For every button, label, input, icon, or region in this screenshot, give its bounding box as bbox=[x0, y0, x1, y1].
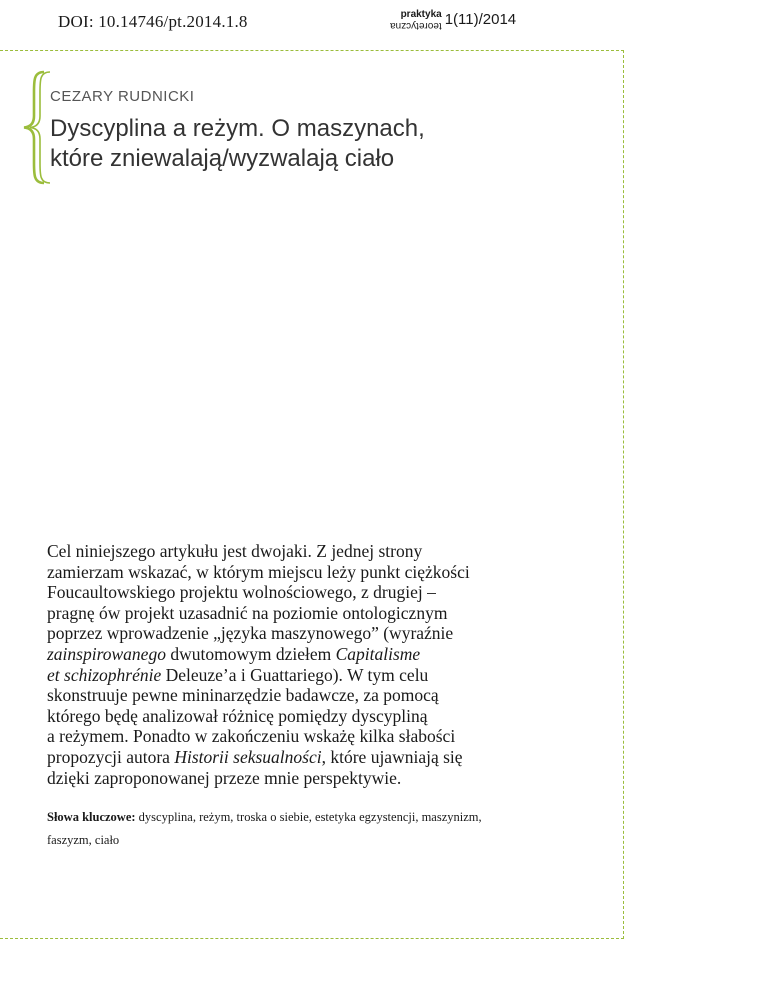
keywords-label: Słowa kluczowe: bbox=[47, 810, 136, 824]
abstract-line: Cel niniejszego artykułu jest dwojaki. Z jednej strony bbox=[47, 541, 423, 561]
journal-header bbox=[390, 10, 516, 30]
italic-text: Capitalisme bbox=[335, 643, 421, 664]
abstract-line: zamierzam wskazać, w którym miejscu leży punkt ciężkości bbox=[47, 561, 470, 582]
journal-logo-bottom: teoretyczna bbox=[390, 20, 442, 31]
abstract-line: Foucaultowskiego projektu wolnościowego, z drugiej – bbox=[47, 582, 436, 603]
italic-text: et schizophrénie bbox=[47, 664, 162, 685]
abstract-line: poprzez wprowadzenie „języka maszynowego” (wyraźnie bbox=[47, 623, 454, 644]
abstract bbox=[47, 541, 547, 788]
author-name: CEZARY RUDNICKI bbox=[50, 88, 195, 105]
journal-issue: 1(11)/2014 bbox=[444, 11, 517, 28]
abstract-line: pragnę ów projekt uzasadnić na poziomie ontologicznym bbox=[47, 602, 448, 623]
abstract-text: Deleuze’a i Guattariego). W tym celu bbox=[161, 664, 429, 685]
keywords-line-1: dyscyplina, reżym, troska o siebie, estetyka egzystencji, maszynizm, bbox=[135, 810, 482, 824]
abstract-line: którego będę analizował różnicę pomiędzy dyscypliną bbox=[47, 705, 428, 726]
keywords bbox=[47, 806, 547, 852]
abstract-line bbox=[47, 665, 547, 686]
abstract-line: a reżymem. Ponadto w zakończeniu wskażę kilka słabości bbox=[47, 726, 456, 747]
abstract-text: dwutomowym dziełem bbox=[165, 643, 336, 664]
italic-text: zainspirowanego bbox=[47, 643, 166, 664]
abstract-line bbox=[47, 644, 547, 665]
keywords-line-2: faszyzm, ciało bbox=[47, 833, 120, 847]
abstract-line: skonstruuje pewne mininarzędzie badawcze, za pomocą bbox=[47, 685, 439, 706]
journal-logo-top: praktyka bbox=[400, 9, 442, 20]
curly-brace-icon bbox=[22, 70, 52, 185]
italic-text: Historii seksualności bbox=[174, 746, 322, 767]
article-title bbox=[50, 114, 570, 174]
abstract-line: dzięki zaproponowanej przeze mnie perspektywie. bbox=[47, 767, 402, 788]
title-line-2: które zniewalają/wyzwalają ciało bbox=[50, 145, 395, 172]
abstract-text: propozycji autora bbox=[47, 746, 175, 767]
doi-label: DOI: 10.14746/pt.2014.1.8 bbox=[58, 12, 248, 31]
abstract-line bbox=[47, 747, 547, 768]
abstract-text: , które ujawniają się bbox=[321, 746, 463, 767]
journal-logo bbox=[390, 10, 442, 30]
title-line-1: Dyscyplina a reżym. O maszynach, bbox=[50, 115, 425, 142]
